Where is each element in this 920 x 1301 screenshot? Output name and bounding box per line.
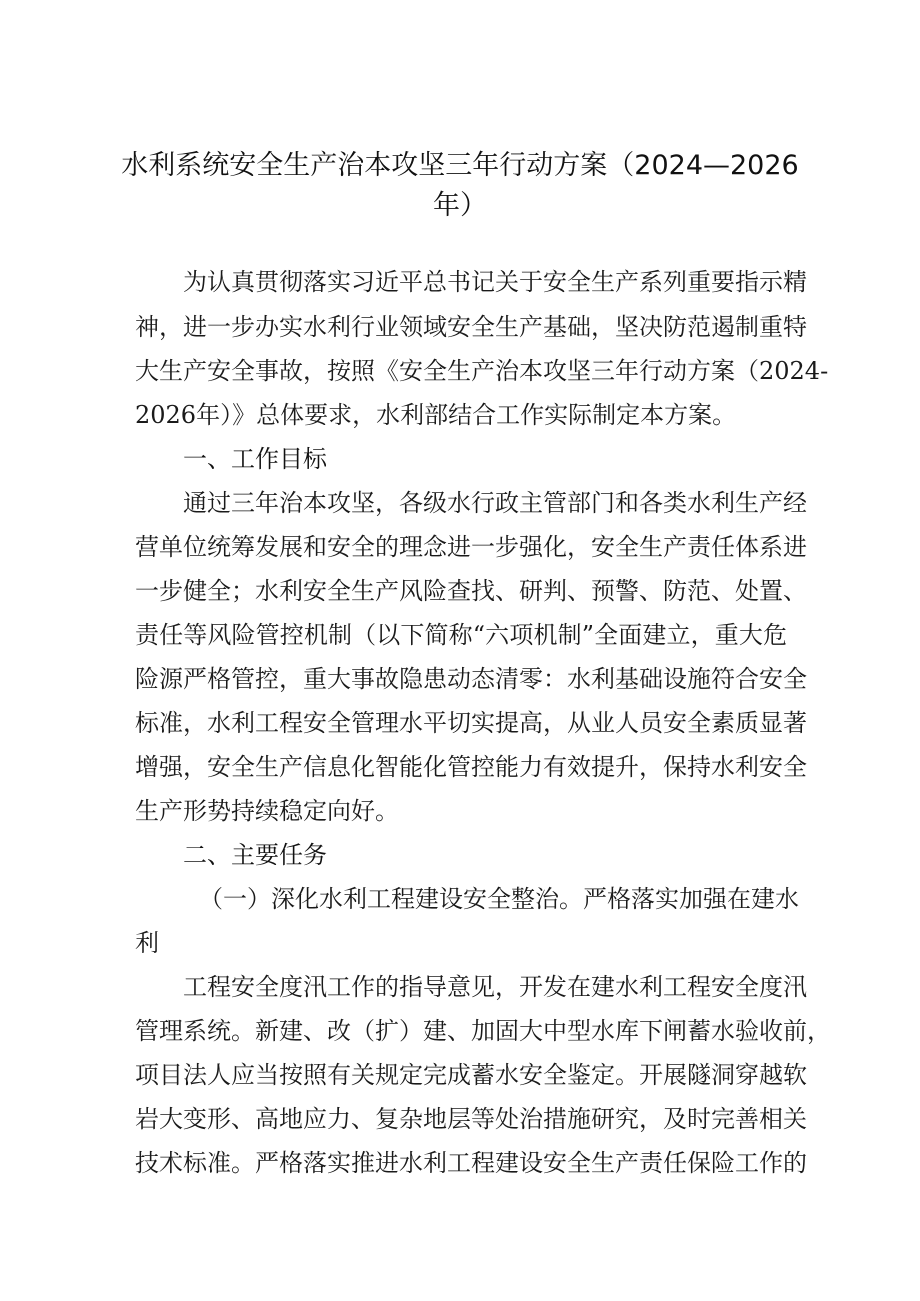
body-line: 标准，水利工程安全管理水平切实提高，从业人员安全素质显著 — [135, 709, 807, 737]
body-line: 生产形势持续稳定向好。 — [135, 797, 399, 825]
body-line: 项目法人应当按照有关规定完成蓄水安全鉴定。开展隧洞穿越软 — [135, 1061, 807, 1089]
body-line: 工程安全度汛工作的指导意见，开发在建水利工程安全度汛 — [183, 973, 807, 1001]
section-heading-goals: 一、工作目标 — [183, 445, 327, 473]
body-line: 技术标准。严格落实推进水利工程建设安全生产责任保险工作的 — [135, 1149, 807, 1177]
intro-line: 大生产安全事故，按照《安全生产治本攻坚三年行动方案（2024- — [135, 357, 829, 385]
body-line: 岩大变形、高地应力、复杂地层等处治措施研究，及时完善相关 — [135, 1105, 807, 1133]
subsection-line: （一）深化水利工程建设安全整治。严格落实加强在建水 — [199, 885, 799, 913]
body-line: 险源严格管控，重大事故隐患动态清零：水利基础设施符合安全 — [135, 665, 807, 693]
intro-line: 2026年）》总体要求，水利部结合工作实际制定本方案。 — [135, 401, 737, 429]
body-line: 营单位统筹发展和安全的理念进一步强化，安全生产责任体系进 — [135, 533, 807, 561]
body-line: 增强，安全生产信息化智能化管控能力有效提升，保持水利安全 — [135, 753, 807, 781]
body-line: 通过三年治本攻坚，各级水行政主管部门和各类水利生产经 — [183, 489, 807, 517]
body-line: 管理系统。新建、改（扩）建、加固大中型水库下闸蓄水验收前， — [135, 1017, 831, 1045]
intro-line: 为认真贯彻落实习近平总书记关于安全生产系列重要指示精 — [183, 268, 807, 296]
section-heading-tasks: 二、主要任务 — [183, 841, 327, 869]
subsection-line: 利 — [135, 929, 159, 957]
title-line-2: 年） — [433, 190, 487, 221]
body-line: 责任等风险管控机制（以下简称“六项机制”全面建立，重大危 — [135, 621, 787, 649]
body-line: 一步健全；水利安全生产风险查找、研判、预警、防范、处置、 — [135, 577, 807, 605]
title-line-1: 水利系统安全生产治本攻坚三年行动方案（2024—2026 — [121, 150, 799, 181]
intro-line: 神，进一步办实水利行业领域安全生产基础，坚决防范遏制重特 — [135, 313, 807, 341]
